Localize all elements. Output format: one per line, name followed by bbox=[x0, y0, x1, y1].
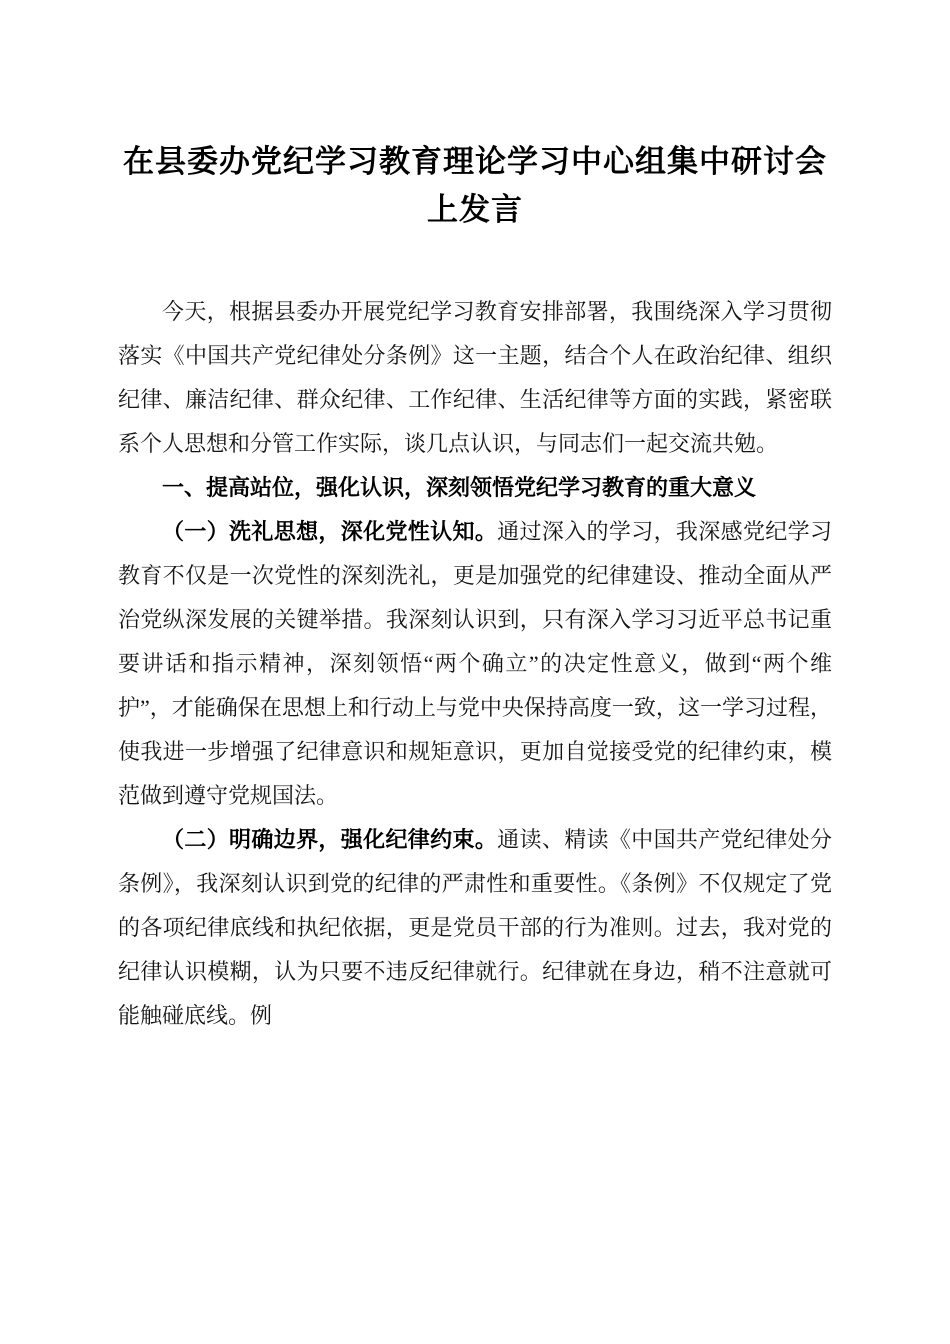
body-paragraph: （一）洗礼思想，深化党性认知。通过深入的学习，我深感党纪学习教育不仅是一次党性的深刻洗礼，更是加强党的纪律建设、推动全面从严治党纵深发展的关键举措。我深刻认识到，只有深入学习习近平总书记重要讲话和指示精神，深刻领悟“两个确立”的决定性意义，做到“两个维护”，才能确保在思想上和行动上与党中央保持高度一致，这一学习过程，使我进一步增强了纪律意识和规矩意识，更加自觉接受党的纪律约束，模范做到遵守党规国法。 bbox=[118, 519, 832, 808]
document-body bbox=[118, 290, 832, 1038]
paragraph-lead: （一）洗礼思想，深化党性认知。 bbox=[162, 519, 498, 544]
body-paragraph: 今天，根据县委办开展党纪学习教育安排部署，我围绕深入学习贯彻落实《中国共产党纪律处分条例》这一主题，结合个人在政治纪律、组织纪律、廉洁纪律、群众纪律、工作纪律、生活纪律等方面的实践，紧密联系个人思想和分管工作实际，谈几点认识，与同志们一起交流共勉。 bbox=[118, 299, 832, 456]
document-title: 在县委办党纪学习教育理论学习中心组集中研讨会上发言 bbox=[123, 144, 827, 227]
paragraph-lead: （二）明确边界，强化纪律约束。 bbox=[162, 827, 498, 852]
section-heading: 一、提高站位，强化认识，深刻领悟党纪学习教育的重大意义 bbox=[162, 475, 757, 500]
body-paragraph: （二）明确边界，强化纪律约束。通读、精读《中国共产党纪律处分条例》，我深刻认识到党的纪律的严肃性和重要性。《条例》不仅规定了党的各项纪律底线和执纪依据，更是党员干部的行为准则。过去，我对党的纪律认识模糊，认为只要不违反纪律就行。纪律就在身边，稍不注意就可能触碰底线。例 bbox=[118, 827, 832, 1028]
